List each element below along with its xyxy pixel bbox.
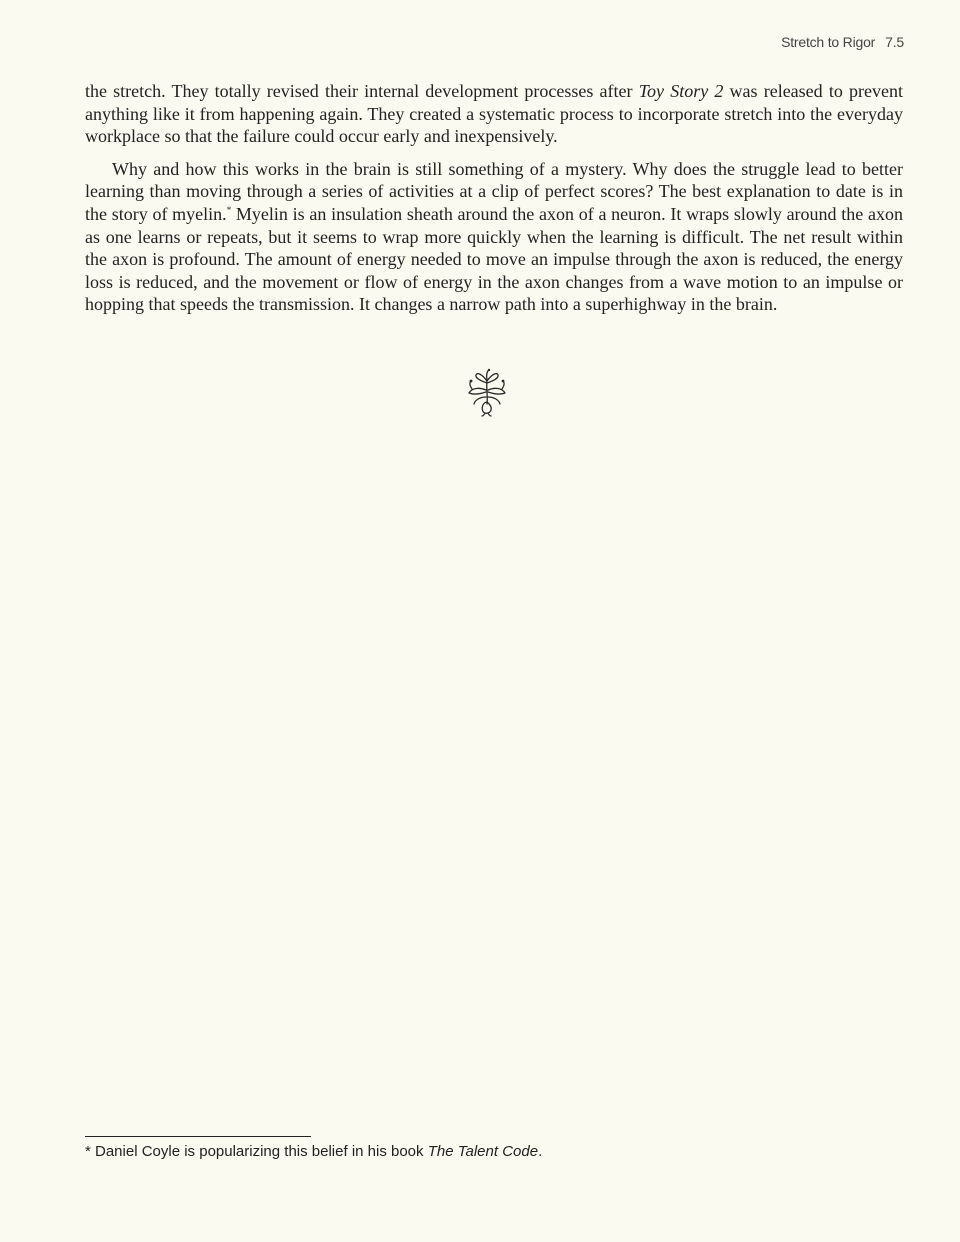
footnote [85, 1143, 542, 1160]
paragraph-1-text-a: the stretch. They totally revised their internal development processes after [85, 81, 639, 101]
footnote-mark: * [85, 1143, 91, 1160]
footnote-rule [85, 1136, 311, 1137]
footnote-text-a: Daniel Coyle is popularizing this belief in his book [90, 1143, 428, 1160]
body-text [85, 80, 903, 326]
book-title: The Talent Code [427, 1143, 539, 1160]
paragraph-2-text-a: Why and how this works in the brain is still something of a mystery. Why does the struggle lead to better learning than moving through a series of activities at a clip of perfect scores? The best explanation to date is in the story of myelin. [85, 158, 903, 224]
film-title: Toy Story 2 [638, 81, 724, 101]
paragraph-1-text-b: was released to prevent anything like it from happening again. They created a systematic process to incorporate stretch into the everyday workplace so that the failure could occur early and inexpensively. [85, 81, 903, 147]
paragraph-2 [85, 158, 903, 316]
footnote-reference: * [226, 204, 232, 215]
floral-ornament-icon [464, 368, 510, 418]
paragraph-1 [85, 80, 903, 148]
paragraph-2-text-b: Myelin is an insulation sheath around the axon of a neuron. It wraps slowly around the axon as one learns or repeats, but it seems to wrap more quickly when the learning is difficult. The net result within the axon is profound. The amount of energy needed to move an impulse through the axon is reduced, the energy loss is reduced, and the movement or flow of energy in the axon changes from a wave motion to an impulse or hopping that speeds the transmission. It changes a narrow path into a superhighway in the brain. [85, 203, 903, 315]
running-header [781, 34, 904, 50]
chapter-title: Stretch to Rigor [781, 34, 876, 50]
footnote-text-b: . [538, 1143, 543, 1160]
page-number: 7.5 [885, 34, 904, 50]
